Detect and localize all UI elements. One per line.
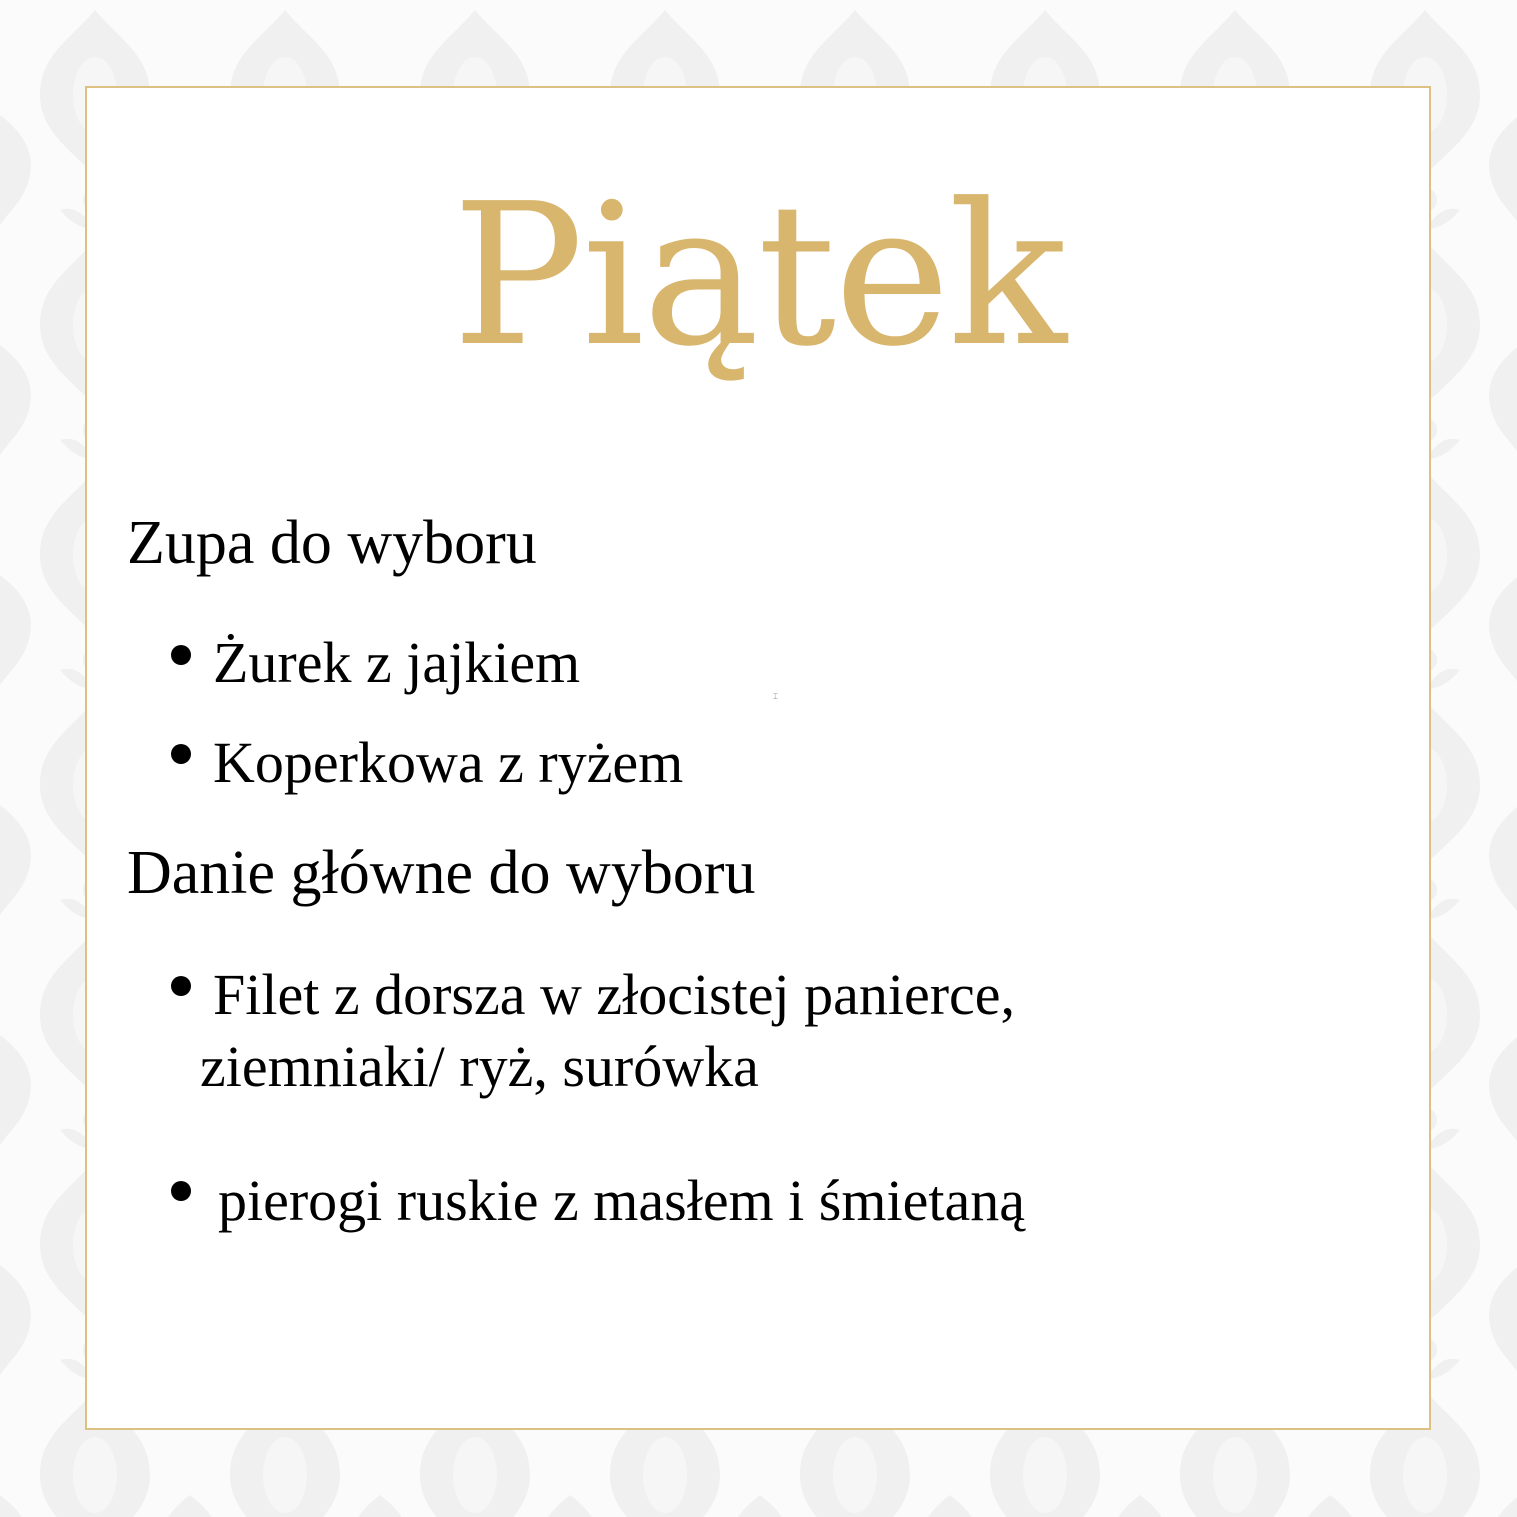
soup-item-koperkowa: Koperkowa z ryżem	[213, 730, 684, 795]
main-item-filet-line2: ziemniaki/ ryż, surówka	[200, 1034, 759, 1099]
main-section-heading: Danie główne do wyboru	[127, 839, 756, 907]
bullet-dot-icon	[171, 1181, 191, 1201]
small-mark-icon: ⌶	[773, 692, 778, 701]
bullet-dot-icon	[171, 744, 191, 764]
bullet-dot-icon	[171, 976, 191, 996]
main-item-pierogi: pierogi ruskie z masłem i śmietaną	[218, 1168, 1025, 1233]
soup-item-zurek: Żurek z jajkiem	[213, 630, 581, 695]
bullet-dot-icon	[171, 645, 191, 665]
day-title: Piątek	[452, 162, 1065, 390]
soup-section-heading: Zupa do wyboru	[127, 509, 537, 577]
main-item-filet-line1: Filet z dorsza w złocistej panierce,	[213, 962, 1016, 1027]
